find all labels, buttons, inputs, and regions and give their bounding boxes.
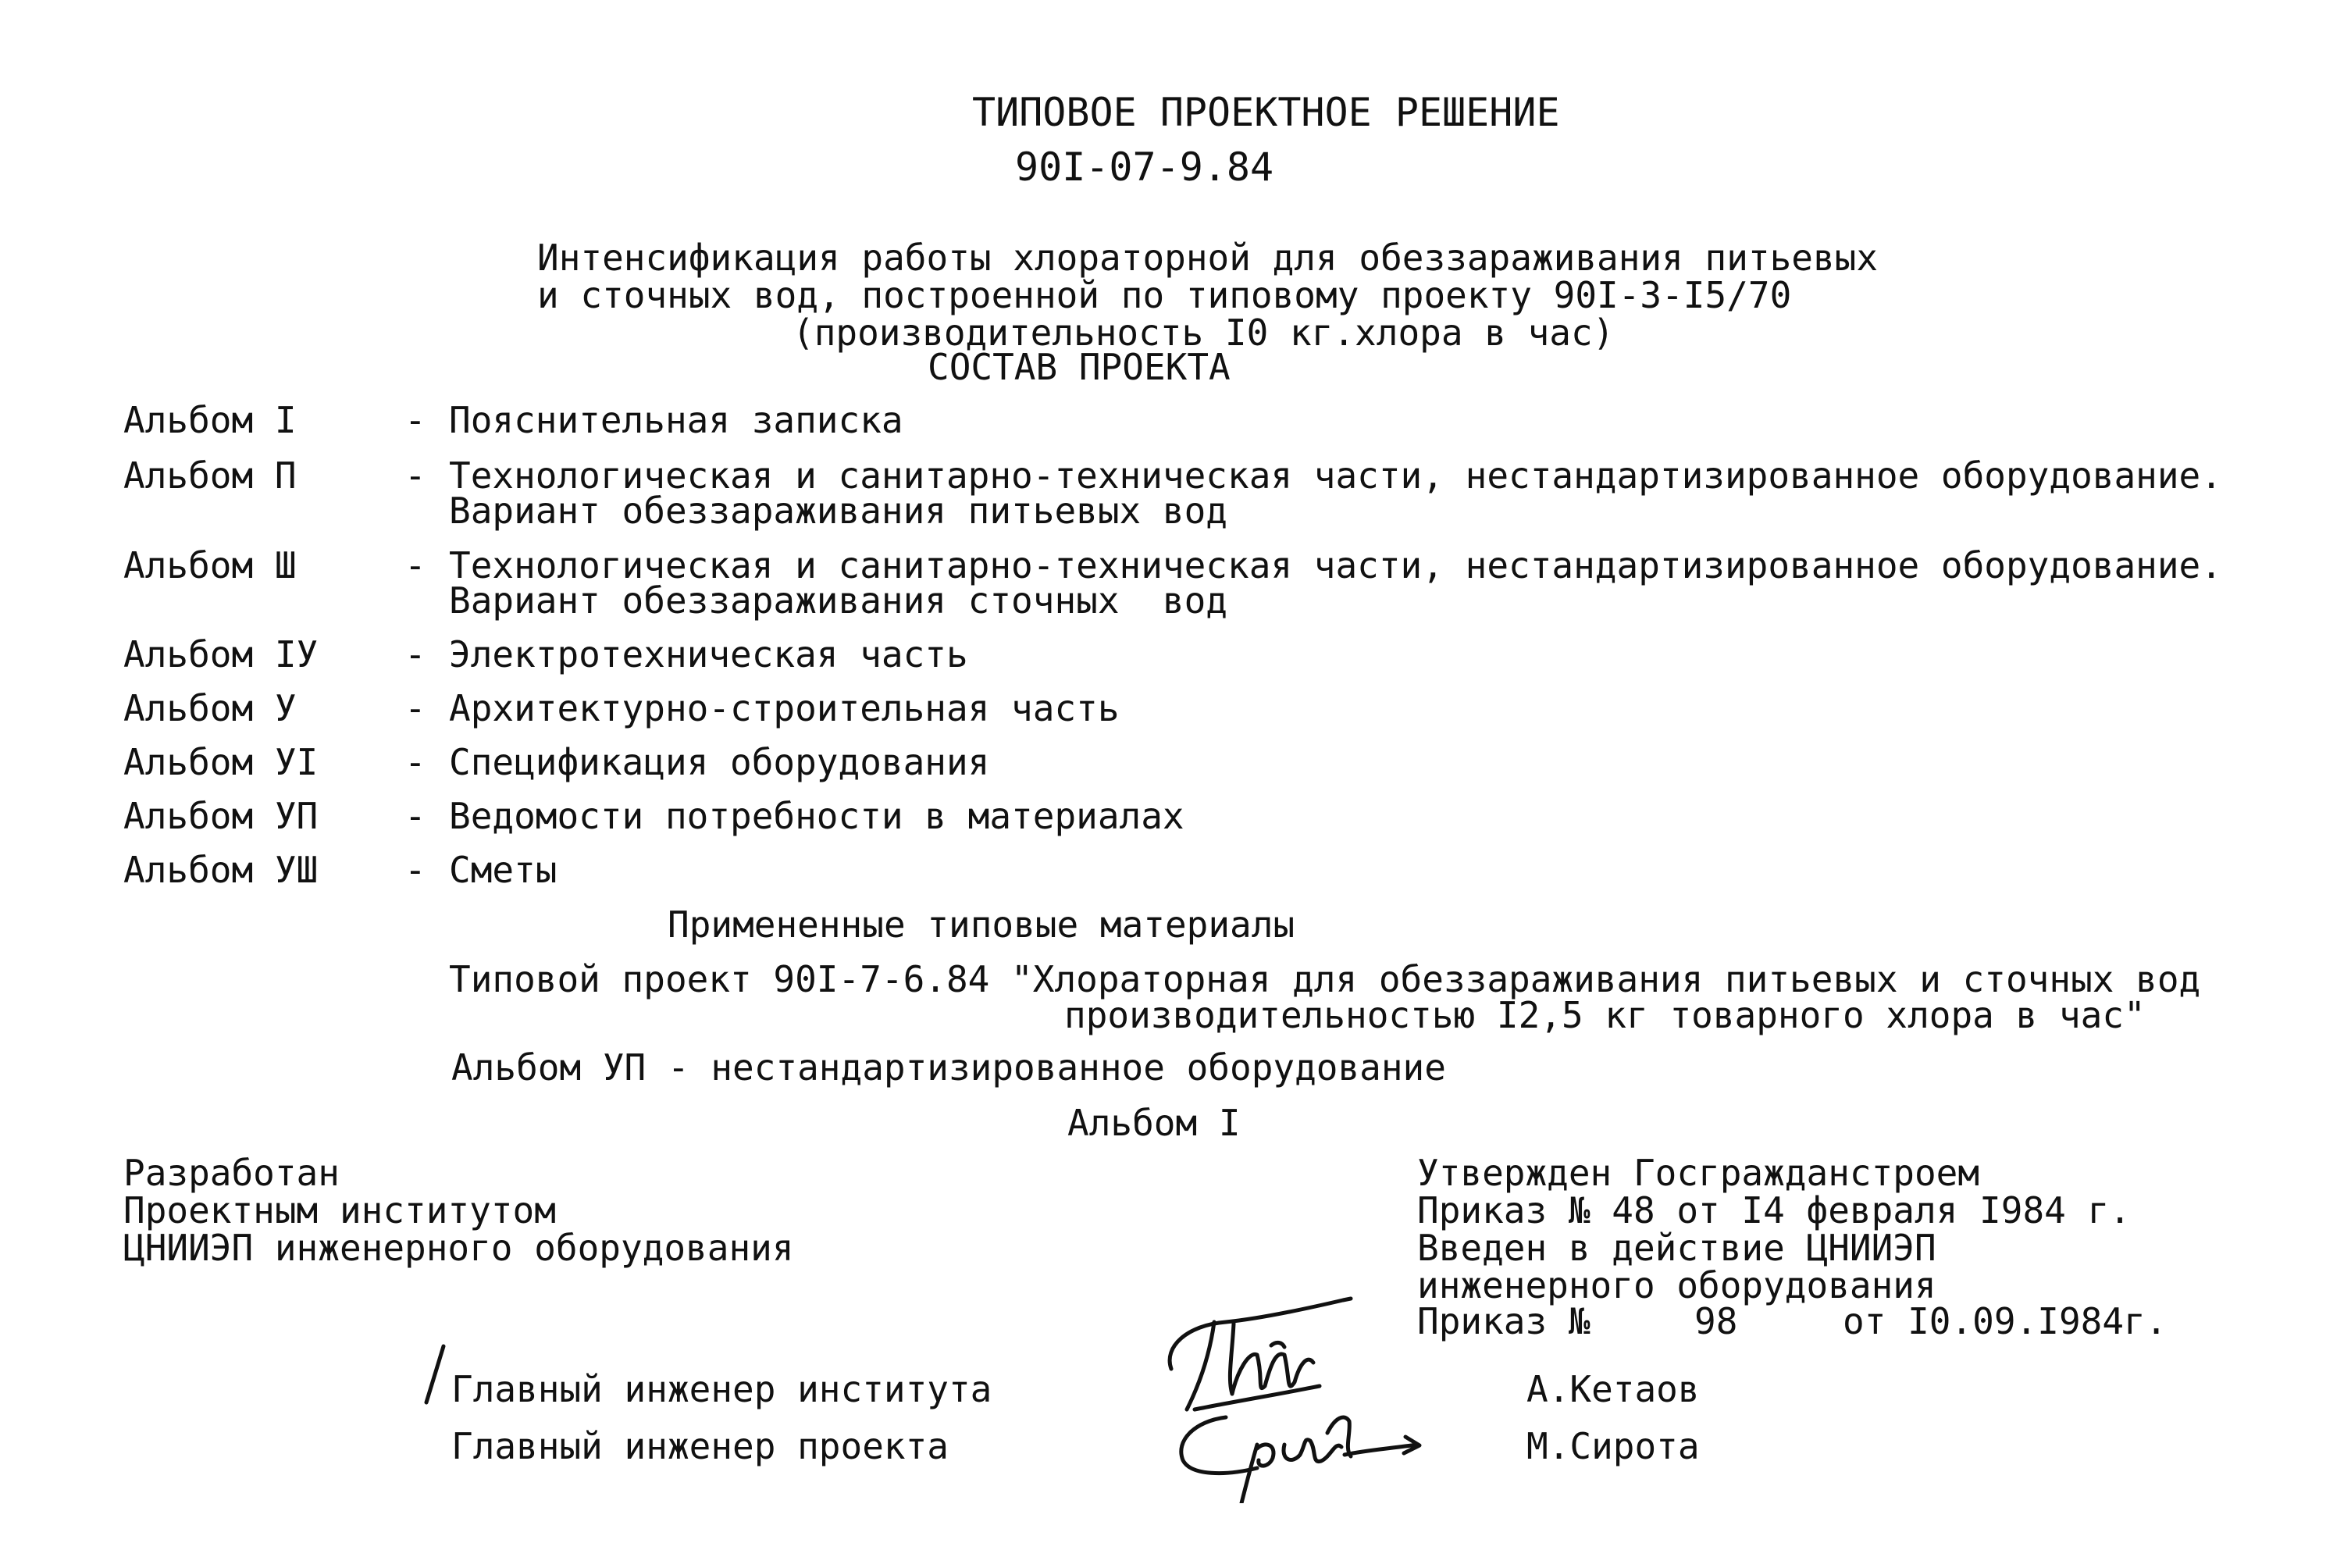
album-text: Спецификация оборудования	[449, 741, 990, 783]
approved-order-prefix: Приказ №	[1417, 1300, 1590, 1342]
current-album: Альбом I	[1067, 1102, 1241, 1144]
developed-line-1: Разработан	[123, 1152, 340, 1194]
album-text: Ведомости потребности в материалах	[449, 795, 1184, 837]
album-name: Альбом УШ	[123, 849, 319, 891]
signature-role-2: Главный инженер проекта	[451, 1425, 949, 1467]
signature-name-1: А.Кетаов	[1526, 1368, 1700, 1410]
approved-line-1: Утвержден Госгражданстроем	[1417, 1152, 1980, 1194]
signature-name-2: М.Сирота	[1526, 1425, 1700, 1467]
album-name: Альбом I	[123, 399, 297, 441]
album-dash: -	[404, 399, 426, 441]
composition-heading: СОСТАВ ПРОЕКТА	[928, 346, 1231, 388]
album-text: Сметы	[449, 849, 557, 891]
signature-role-1: Главный инженер института	[451, 1368, 992, 1410]
description-line-2: и сточных вод, построенной по типовому проекту 90I-3-I5/70	[537, 274, 1792, 316]
album-name: Альбом П	[123, 454, 297, 497]
album-dash: -	[404, 741, 426, 783]
album-name: Альбом УП	[123, 795, 319, 837]
approved-line-4: инженерного оборудования	[1417, 1264, 1936, 1306]
album-dash: -	[404, 633, 426, 675]
album-dash: -	[404, 687, 426, 729]
approved-line-3: Введен в действие ЦНИИЭП	[1417, 1227, 1936, 1269]
album-text: Архитектурно-строительная часть	[449, 687, 1120, 729]
album-text-continued: Вариант обеззараживания питьевых вод	[449, 490, 1227, 532]
album-text: Технологическая и санитарно-техническая части, нестандартизированное оборудование.	[449, 544, 2222, 586]
document-code: 90I-07-9.84	[1015, 144, 1274, 190]
document-title: ТИПОВОЕ ПРОЕКТНОЕ РЕШЕНИЕ	[972, 90, 1560, 135]
developed-line-3: ЦНИИЭП инженерного оборудования	[123, 1227, 794, 1269]
album-dash: -	[404, 849, 426, 891]
description-line-1: Интенсификация работы хлораторной для обеззараживания питьевых	[537, 237, 1879, 279]
description-line-3: (производительность I0 кг.хлора в час)	[793, 312, 1615, 354]
approved-order-date: от I0.09.I984г.	[1843, 1300, 2168, 1342]
album-dash: -	[404, 454, 426, 497]
handwritten-signatures	[1140, 1277, 1444, 1503]
materials-album-line: Альбом УП - нестандартизированное оборудование	[451, 1046, 1446, 1089]
album-name: Альбом УI	[123, 741, 319, 783]
materials-heading: Примененные типовые материалы	[668, 903, 1295, 946]
album-dash: -	[404, 795, 426, 837]
approved-line-2: Приказ № 48 от I4 февраля I984 г.	[1417, 1189, 2131, 1231]
album-name: Альбом Ш	[123, 544, 297, 586]
developed-line-2: Проектным институтом	[123, 1189, 556, 1231]
album-name: Альбом IУ	[123, 633, 319, 675]
album-text: Электротехническая часть	[449, 633, 968, 675]
materials-project-line-2: производительностью I2,5 кг товарного хлора в час"	[1064, 994, 2146, 1036]
album-text: Технологическая и санитарно-техническая части, нестандартизированное оборудование.	[449, 454, 2222, 497]
materials-project-line-1: Типовой проект 90I-7-6.84 "Хлораторная для обеззараживания питьевых и сточных вод	[449, 958, 2201, 1000]
album-text-continued: Вариант обеззараживания сточных вод	[449, 579, 1227, 622]
album-text: Пояснительная записка	[449, 399, 903, 441]
album-name: Альбом У	[123, 687, 297, 729]
approved-order-number: 98	[1694, 1300, 1738, 1342]
album-dash: -	[404, 544, 426, 586]
